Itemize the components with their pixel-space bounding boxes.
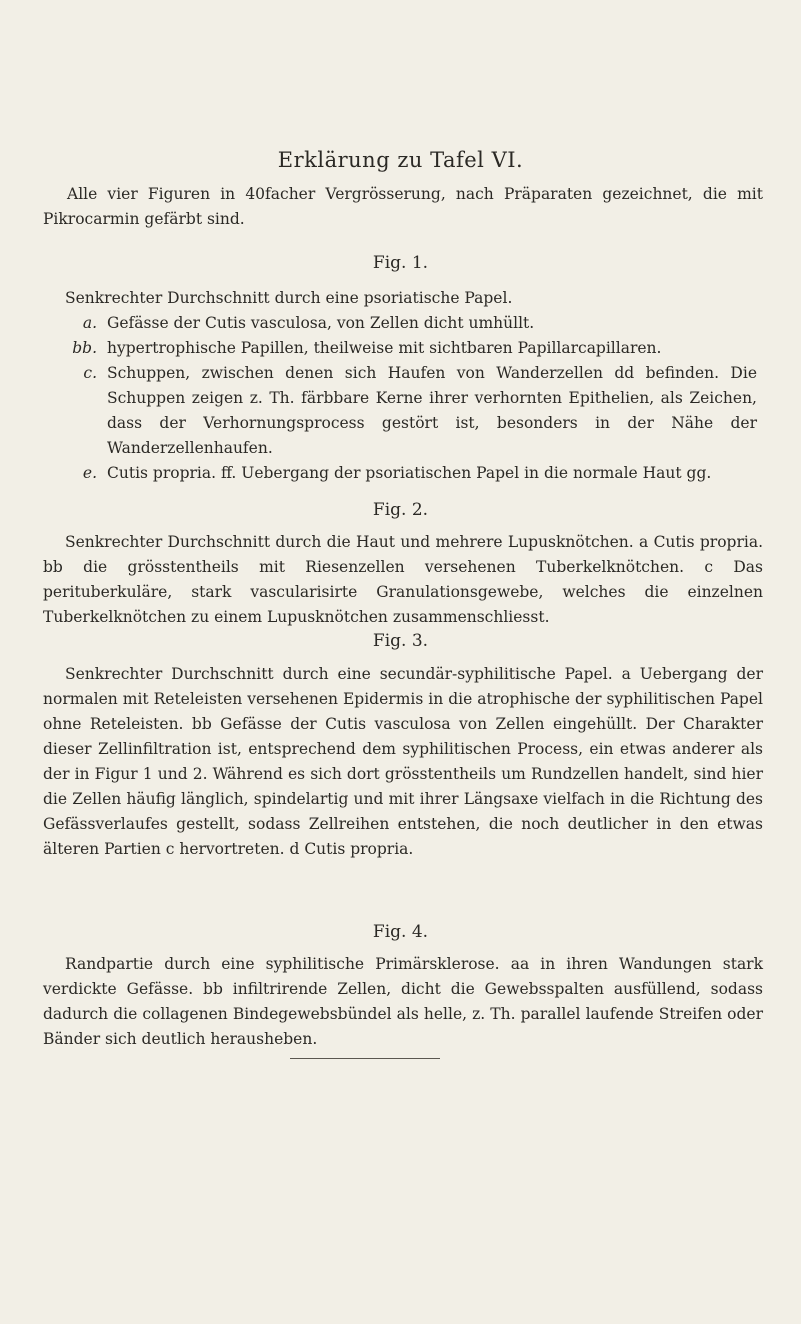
fig4-text: Randpartie durch eine syphilitische Primärsklerose. aa in ihren Wandungen stark verdickte Gefässe. bb infiltrirende Zellen, dicht die Gewebsspalten ausfüllend, sodass dadurch die collagenen Bindegewebsbündel als helle, z. Th. parallel laufende Streifen oder Bänder sich deutlich herausheben. <box>43 955 763 1048</box>
fig1-item-a <box>43 311 763 336</box>
fig1-item-c <box>43 361 763 461</box>
item-text: Cutis propria. ff. Uebergang der psoriatischen Papel in die normale Haut gg. <box>107 464 712 482</box>
item-key: c. <box>83 364 97 382</box>
item-text: Gefässe der Cutis vasculosa, von Zellen dicht umhüllt. <box>107 314 535 332</box>
fig4-heading: Fig. 4. <box>372 922 429 942</box>
fig1-item-e <box>43 461 763 486</box>
end-rule <box>290 1058 440 1059</box>
intro-paragraph: Alle vier Figuren in 40facher Vergrösserung, nach Präparaten gezeichnet, die mit Pikrocarmin gefärbt sind. <box>43 185 763 228</box>
fig2-text: Senkrechter Durchschnitt durch die Haut und mehrere Lupusknötchen. a Cutis propria. bb die grösstentheils mit Riesenzellen versehenen Tuberkelknötchen. c Das perituberkuläre, stark vascularisirte Granulationsgewebe, welches die einzelnen Tuberkelknötchen zu einem Lupusknötchen zusammenschliesst. <box>43 533 763 626</box>
item-key: a. <box>82 314 97 332</box>
fig1-caption: Senkrechter Durchschnitt durch eine psoriatische Papel. <box>65 289 513 307</box>
fig3-text: Senkrechter Durchschnitt durch eine secundär-syphilitische Papel. a Uebergang der normalen mit Reteleisten versehenen Epidermis in die atrophische der syphilitischen Papel ohne Reteleisten. bb Gefässe der Cutis vasculosa von Zellen eingehüllt. Der Charakter dieser Zellinfiltration ist, entsprechend dem syphilitischen Process, ein etwas anderer als der in Figur 1 und 2. Während es sich dort grösstentheils um Rundzellen handelt, sind hier die Zellen häufig länglich, spindelartig und mit ihrer Längsaxe vielfach in die Richtung des Gefässverlaufes gestellt, sodass Zellreihen entstehen, die noch deutlicher in den etwas älteren Partien c hervortreten. d Cutis propria. <box>43 665 763 858</box>
fig1-item-bb <box>43 336 763 361</box>
fig1-heading: Fig. 1. <box>372 253 429 273</box>
fig3-heading: Fig. 3. <box>372 631 429 651</box>
item-key: e. <box>82 464 97 482</box>
fig2-heading: Fig. 2. <box>372 500 429 520</box>
page-title: Erklärung zu Tafel VI. <box>277 148 524 172</box>
item-text: Schuppen, zwischen denen sich Haufen von Wanderzellen dd befinden. Die Schuppen zeigen z. Th. färbbare Kerne ihrer verhornten Epithelien, als Zeichen, dass der Verhornungsprocess gestört ist, besonders in der Nähe der Wanderzellenhaufen. <box>107 364 757 457</box>
item-text: hypertrophische Papillen, theilweise mit sichtbaren Papillarcapillaren. <box>107 339 662 357</box>
item-key: bb. <box>72 339 97 357</box>
